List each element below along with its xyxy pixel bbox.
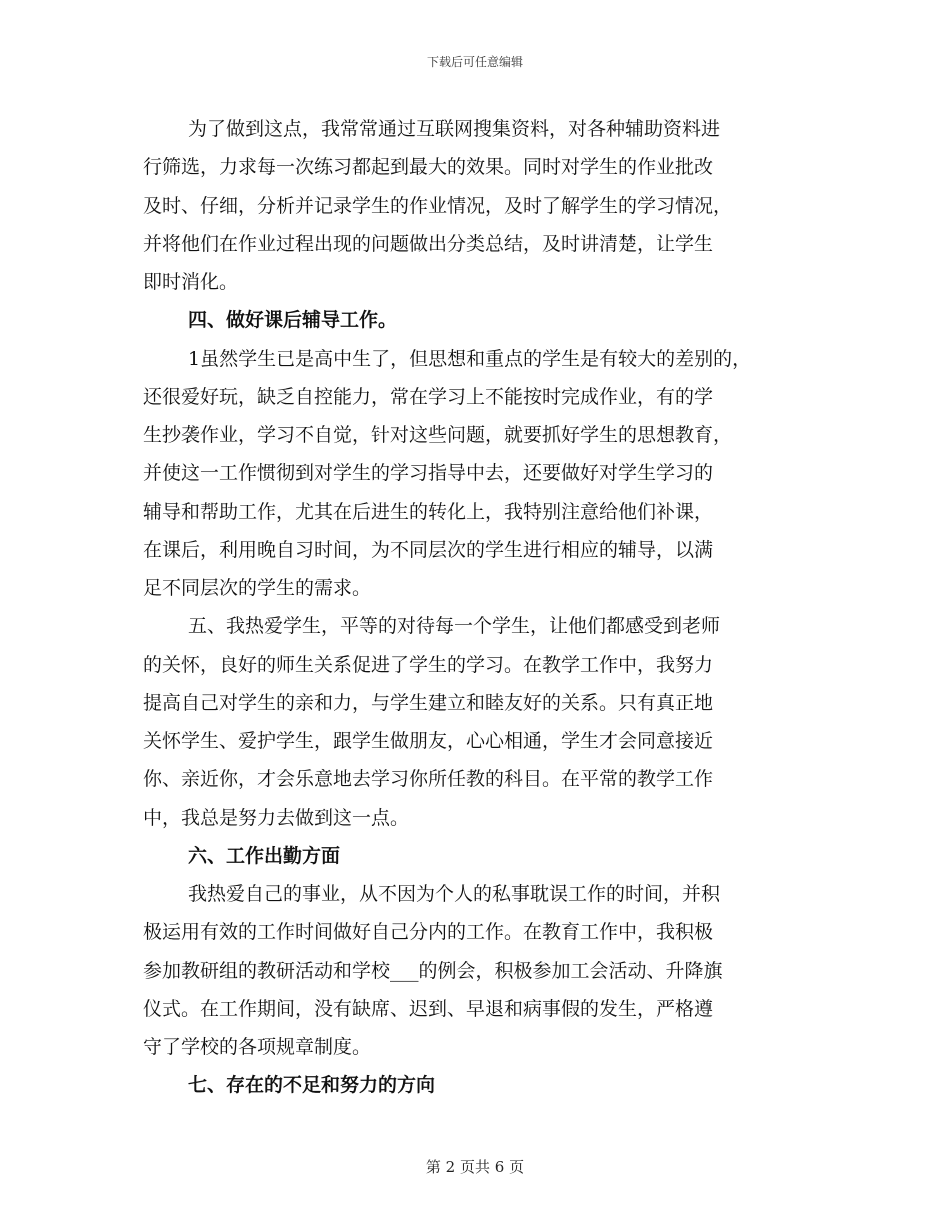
paragraph-line: 极运用有效的工作时间做好自己分内的工作。在教育工作中，我积极 bbox=[143, 921, 714, 944]
paragraph-line: 守了学校的各项规章制度。 bbox=[143, 1036, 372, 1058]
paragraph-line: 行筛选，力求每一次练习都起到最大的效果。同时对学生的作业批改 bbox=[143, 156, 714, 179]
paragraph-line: 在课后，利用晚自习时间，为不同层次的学生进行相应的辅导，以满 bbox=[143, 538, 714, 561]
section-heading-7: 七、存在的不足和努力的方向 bbox=[188, 1074, 436, 1097]
paragraph-line: 1虽然学生已是高中生了，但思想和重点的学生是有较大的差别的， bbox=[188, 347, 752, 370]
paragraph-line: 提高自己对学生的亲和力，与学生建立和睦友好的关系。只有真正地 bbox=[143, 691, 714, 714]
paragraph-line: 关怀学生、爱护学生，跟学生做朋友，心心相通，学生才会同意接近 bbox=[143, 730, 714, 752]
paragraph-line: 五、我热爱学生，平等的对待每一个学生，让他们都感受到老师 bbox=[188, 615, 721, 638]
paragraph-line: 还很爱好玩，缺乏自控能力，常在学习上不能按时完成作业，有的学 bbox=[143, 385, 714, 408]
document-body bbox=[143, 110, 823, 1105]
paragraph-line: 仪式。在工作期间，没有缺席、迟到、早退和病事假的发生，严格遵 bbox=[143, 997, 714, 1020]
paragraph-line: 及时、仔细，分析并记录学生的作业情况，及时了解学生的学习情况， bbox=[143, 194, 733, 217]
paragraph-line: 为了做到这点，我常常通过互联网搜集资料，对各种辅助资料进 bbox=[188, 118, 721, 140]
paragraph-line: 生抄袭作业，学习不自觉，针对这些问题，就要抓好学生的思想教育， bbox=[143, 424, 733, 446]
paragraph-line: 参加教研组的教研活动和学校___的例会，积极参加工会活动、升降旗 bbox=[143, 959, 723, 982]
paragraph-line: 我热爱自己的事业，从不因为个人的私事耽误工作的时间，并积 bbox=[188, 883, 721, 905]
paragraph-line: 中，我总是努力去做到这一点。 bbox=[143, 806, 410, 829]
paragraph-line: 足不同层次的学生的需求。 bbox=[143, 577, 372, 599]
paragraph-line: 并将他们在作业过程出现的问题做出分类总结，及时讲清楚，让学生 bbox=[143, 232, 714, 255]
paragraph-line: 辅导和帮助工作，尤其在后进生的转化上，我特别注意给他们补课， bbox=[143, 500, 714, 523]
page-footer: 第 2 页共 6 页 bbox=[425, 1158, 525, 1176]
paragraph-line: 并使这一工作惯彻到对学生的学习指导中去，还要做好对学生学习的 bbox=[143, 462, 714, 485]
paragraph-line: 即时消化。 bbox=[143, 271, 239, 293]
page-header: 下载后可任意编辑 bbox=[426, 55, 523, 69]
section-heading-4: 四、做好课后辅导工作。 bbox=[188, 309, 398, 332]
paragraph-line: 的关怀，良好的师生关系促进了学生的学习。在教学工作中，我努力 bbox=[143, 653, 714, 676]
section-heading-6: 六、工作出勤方面 bbox=[188, 844, 341, 867]
paragraph-line: 你、亲近你，才会乐意地去学习你所任教的科目。在平常的教学工作 bbox=[143, 768, 714, 791]
